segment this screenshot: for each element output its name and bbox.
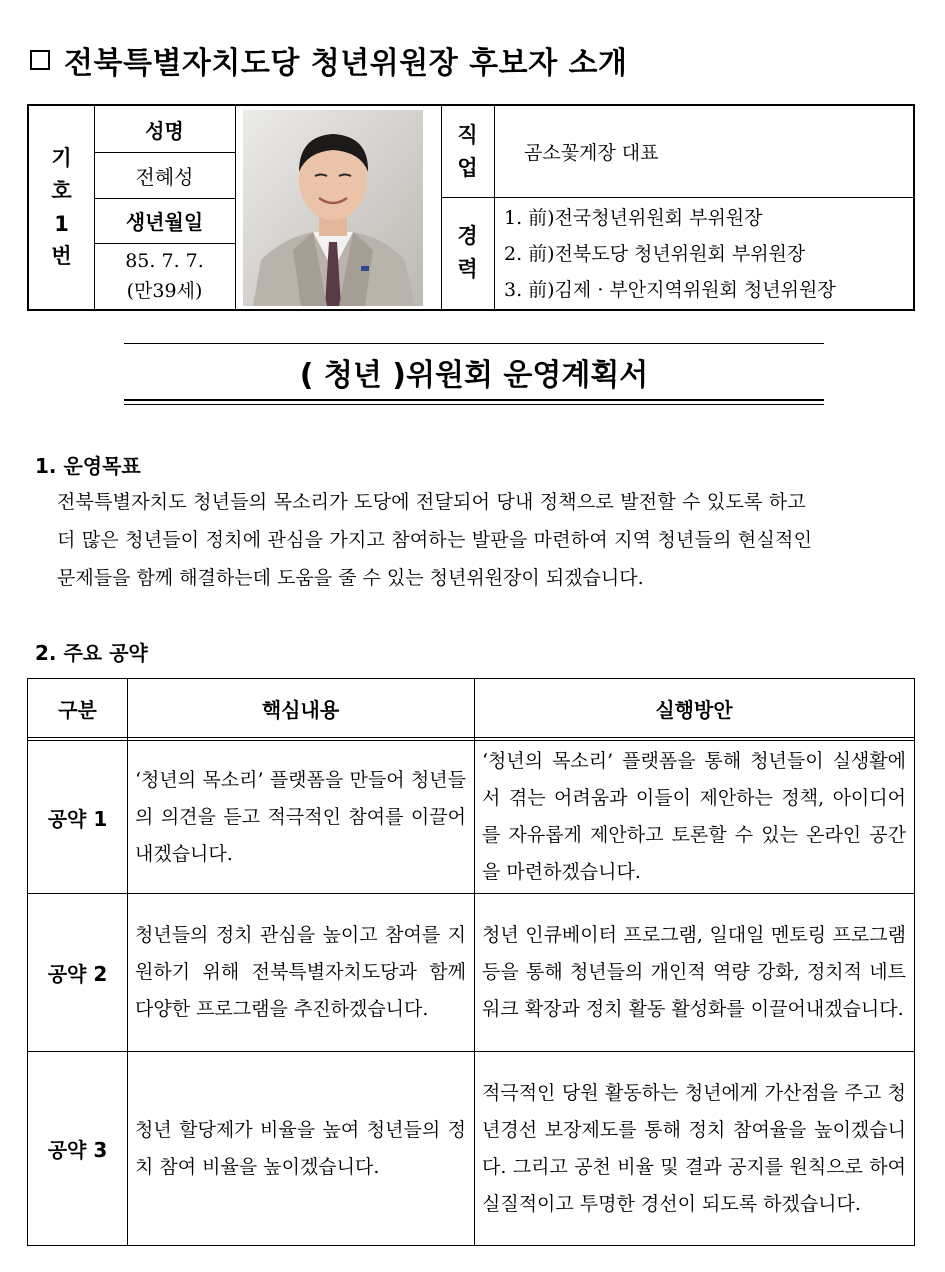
job-label-char: 업 <box>457 155 478 180</box>
career-label-char: 경 <box>457 224 478 249</box>
pledge-core-text: ‘청년의 목소리’ 플랫폼을 만들어 청년들의 의견을 듣고 적극적인 참여를 이끌어내겠습니다. <box>135 768 466 865</box>
career-item: 3. 前)김제 · 부안지역위원회 청년위원장 <box>504 279 836 301</box>
pledge-plan-text: 적극적인 당원 활동하는 청년에게 가산점을 주고 청년경선 보장제도를 통해 정치 참여율을 높이겠습니다. 그리고 공천 비율 및 결과 공지를 원칙으로 하여 실질적이고 투명한 경선이 되도록 하겠습니다. <box>482 1081 906 1215</box>
title-rule-top <box>124 343 824 344</box>
goal-heading: 1. 운영목표 <box>35 454 141 478</box>
name-label: 성명 <box>145 118 184 143</box>
ballot-char: 1 <box>54 211 69 236</box>
title-rule-bottom-thin <box>124 404 824 405</box>
col-header-category: 구분 <box>58 697 97 722</box>
candidate-name: 전혜성 <box>135 164 194 189</box>
career-item: 2. 前)전북도당 청년위원회 부위원장 <box>504 243 806 265</box>
checkbox-square-icon <box>30 50 50 70</box>
career-item: 1. 前)전국청년위원회 부위원장 <box>504 207 763 229</box>
pledge-label: 공약 3 <box>47 1138 108 1162</box>
pledge-label: 공약 1 <box>47 806 108 831</box>
job-label <box>441 106 494 197</box>
ballot-char: 기 <box>51 146 72 171</box>
pledges-heading: 2. 주요 공약 <box>35 641 148 665</box>
birth-info <box>94 243 235 309</box>
pledge-plan <box>474 741 914 893</box>
birth-label: 생년월일 <box>125 210 204 234</box>
col-header-plan: 실행방안 <box>655 697 733 722</box>
candidate-photo <box>243 110 423 306</box>
pledge-core-text: 청년 할당제가 비율을 높여 청년들의 정치 참여 비율을 높이겠습니다. <box>135 1118 466 1178</box>
candidate-table <box>27 104 915 311</box>
age: (만39세) <box>126 280 203 302</box>
pledge-label: 공약 2 <box>47 962 108 986</box>
pledge-core <box>127 741 474 893</box>
plan-title: ( 청년 )위원회 운영계획서 <box>299 358 649 393</box>
job-label-char: 직 <box>457 122 478 147</box>
document-title-text: 전북특별자치도당 청년위원장 후보자 소개 <box>64 46 628 81</box>
pledge-core <box>127 1052 474 1245</box>
birth-date: 85. 7. 7. <box>125 250 204 272</box>
pledge-core <box>127 894 474 1051</box>
pledge-plan <box>474 1052 914 1245</box>
ballot-char: 번 <box>51 244 72 269</box>
goal-body <box>57 483 925 597</box>
ballot-number-label <box>29 106 94 309</box>
title-rule-bottom <box>124 399 824 401</box>
pledge-core-text: 청년들의 정치 관심을 높이고 참여를 지원하기 위해 전북특별자치도당과 함께 다양한 프로그램을 추진하겠습니다. <box>135 924 466 1020</box>
goal-line: 더 많은 청년들이 정치에 관심을 가지고 참여하는 발판을 마련하여 지역 청년들의 현실적인 <box>57 529 813 551</box>
job-value: 곰소꽃게장 대표 <box>524 142 659 164</box>
goal-line: 문제들을 함께 해결하는데 도움을 줄 수 있는 청년위원장이 되겠습니다. <box>57 567 644 589</box>
goal-line: 전북특별자치도 청년들의 목소리가 도당에 전달되어 당내 정책으로 발전할 수 있도록 하고 <box>57 491 806 513</box>
career-label <box>441 197 494 309</box>
document-title <box>30 38 627 82</box>
pledge-plan-text: 청년 인큐베이터 프로그램, 일대일 멘토링 프로그램 등을 통해 청년들의 개인적 역량 강화, 정치적 네트워크 확장과 정치 활동 활성화를 이끌어내겠습니다. <box>482 924 906 1020</box>
portrait-icon <box>243 110 423 306</box>
pledges-table <box>27 678 915 1246</box>
ballot-char: 호 <box>51 178 72 203</box>
col-header-core: 핵심내용 <box>261 697 340 722</box>
career-list <box>494 199 913 309</box>
career-label-char: 력 <box>457 257 478 281</box>
pledge-plan <box>474 894 914 1051</box>
pledge-plan-text: ‘청년의 목소리’ 플랫폼을 통해 청년들이 실생활에서 겪는 어려움과 이들이 제안하는 정책, 아이디어를 자유롭게 제안하고 토론할 수 있는 온라인 공간을 마련하겠습니다. <box>482 750 906 883</box>
